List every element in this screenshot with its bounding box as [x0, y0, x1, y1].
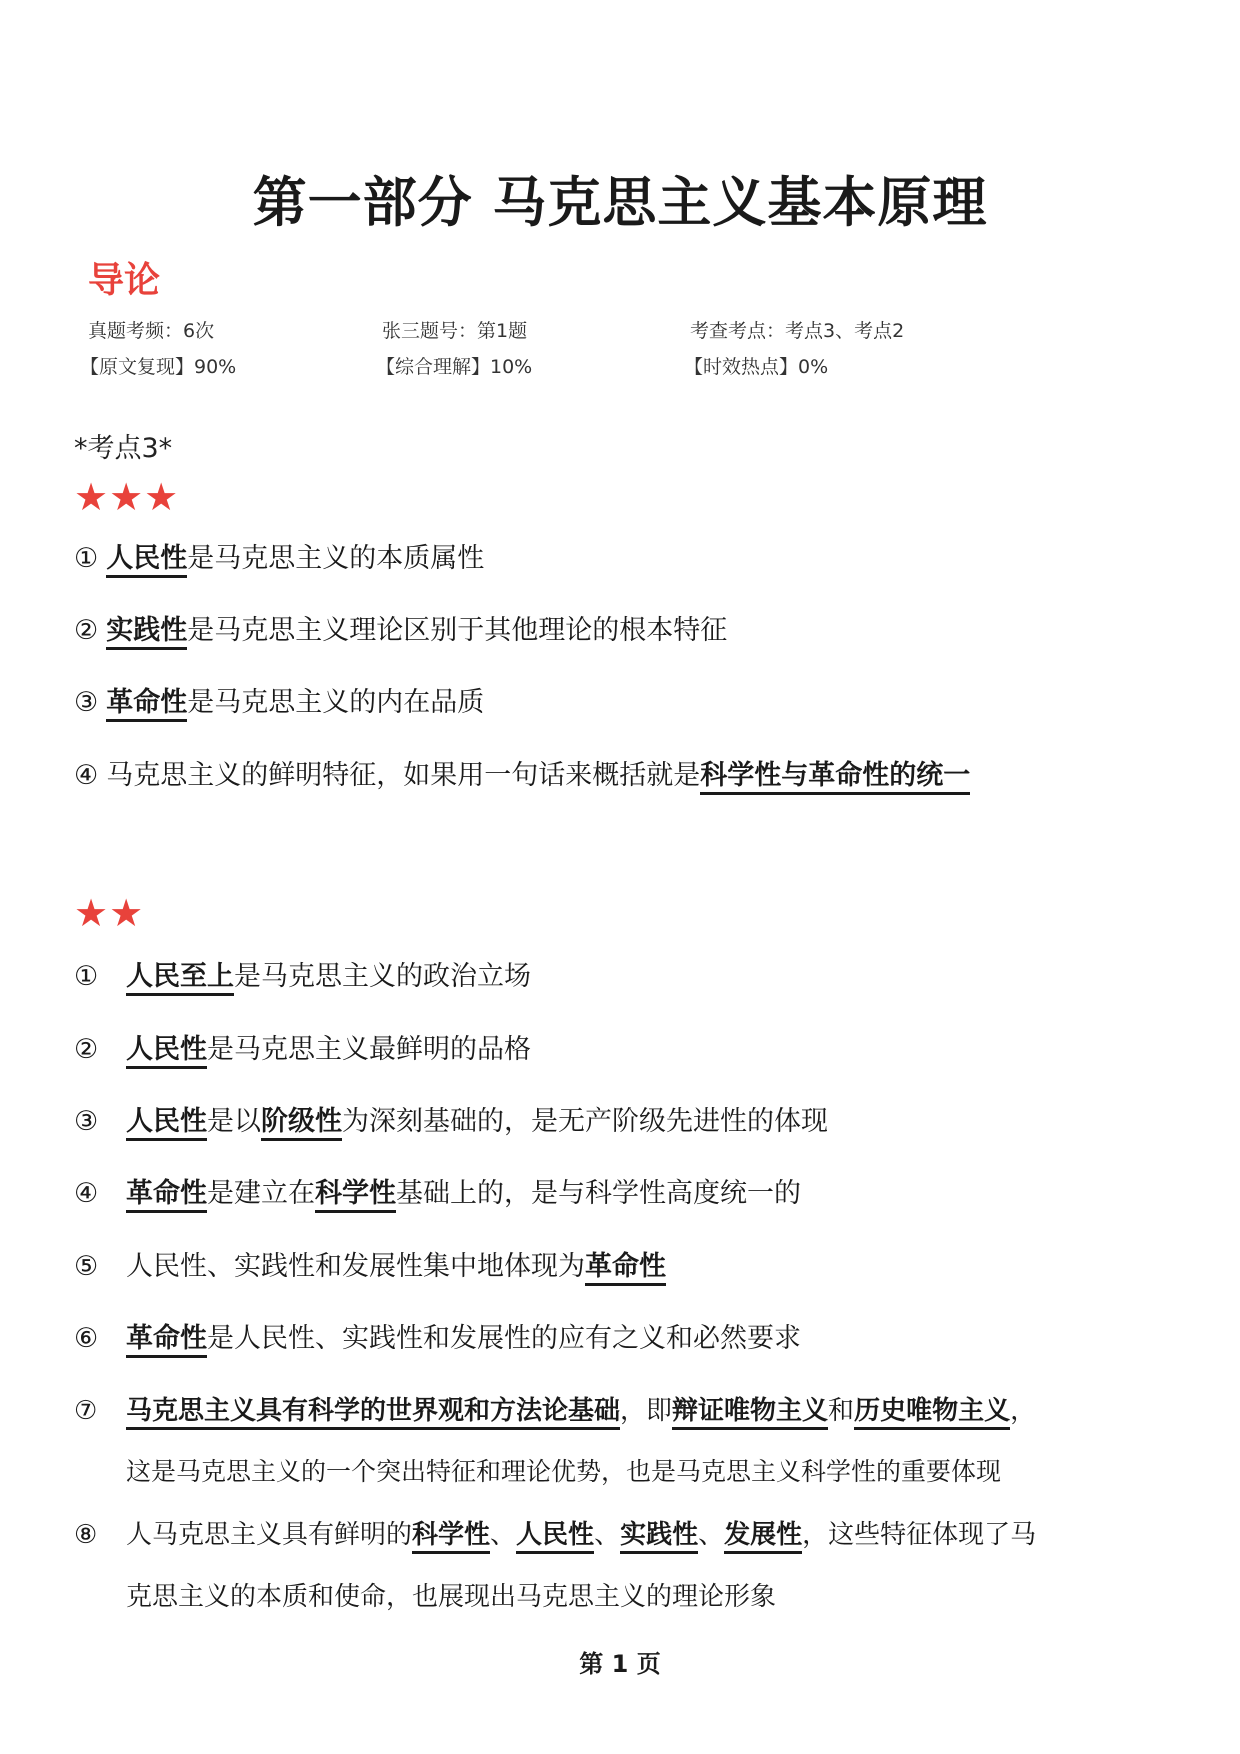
list-item: ① 人民至上是马克思主义的政治立场 [74, 961, 531, 993]
key-term: 科学性 [315, 1178, 396, 1213]
key-term: 科学性与革命性的统一 [700, 760, 970, 795]
stat-exam-points: 考查考点：考点3、考点2 [690, 320, 905, 342]
key-term: 人民性 [126, 1034, 207, 1069]
page-number: 第 1 页 [579, 1650, 661, 1678]
key-term: 人民性 [106, 543, 187, 578]
stat-original-text: 【原文复现】90% [80, 356, 237, 378]
list-item: ④ 革命性是建立在科学性基础上的，是与科学性高度统一的 [74, 1178, 801, 1210]
stats-row [80, 316, 1180, 352]
three-star-rating: ★★★ [74, 475, 180, 519]
list-item: ③ 人民性是以阶级性为深刻基础的，是无产阶级先进性的体现 [74, 1106, 828, 1138]
stat-hot-topic: 【时效热点】0% [684, 356, 829, 378]
list-item: ⑧ 人马克思主义具有鲜明的科学性、人民性、实践性、发展性，这些特征体现了马 [74, 1520, 1036, 1551]
list-item: ③ 革命性是马克思主义的内在品质 [74, 687, 484, 719]
stats-row [80, 352, 1180, 388]
key-term: 革命性 [585, 1251, 666, 1286]
key-term: 人民至上 [126, 961, 234, 996]
exam-stats [80, 316, 1180, 388]
key-term: 实践性 [106, 615, 187, 650]
key-term: 人民性 [126, 1106, 207, 1141]
stat-comprehension: 【综合理解】10% [376, 356, 533, 378]
key-term: 发展性 [724, 1520, 802, 1554]
stat-question-number: 张三题号：第1题 [382, 320, 528, 342]
key-term: 科学性 [412, 1520, 490, 1554]
section-title: 导论 [88, 260, 161, 301]
key-term: 历史唯物主义 [854, 1396, 1010, 1430]
list-item: ② 人民性是马克思主义最鲜明的品格 [74, 1034, 531, 1066]
list-item-continuation: 克思主义的本质和使命，也展现出马克思主义的理论形象 [126, 1582, 777, 1612]
stat-frequency: 真题考频：6次 [88, 320, 215, 342]
key-term: 实践性 [620, 1520, 698, 1554]
key-term: 马克思主义具有科学的世界观和方法论基础 [126, 1396, 620, 1430]
key-term: 阶级性 [261, 1106, 342, 1141]
key-term: 人民性 [516, 1520, 594, 1554]
exam-point-label: *考点3* [74, 433, 173, 464]
key-term: 革命性 [126, 1323, 207, 1358]
list-item: ⑤ 人民性、实践性和发展性集中地体现为革命性 [74, 1251, 666, 1283]
key-term: 辩证唯物主义 [672, 1396, 828, 1430]
page-title: 第一部分 马克思主义基本原理 [252, 171, 988, 234]
list-item: ④ 马克思主义的鲜明特征，如果用一句话来概括就是科学性与革命性的统一 [74, 760, 970, 792]
list-item: ⑥ 革命性是人民性、实践性和发展性的应有之义和必然要求 [74, 1323, 801, 1355]
list-item: ② 实践性是马克思主义理论区别于其他理论的根本特征 [74, 615, 727, 647]
key-term: 革命性 [126, 1178, 207, 1213]
key-term: 革命性 [106, 687, 187, 722]
list-item: ⑦ 马克思主义具有科学的世界观和方法论基础，即辩证唯物主义和历史唯物主义， [74, 1396, 1036, 1427]
two-star-rating: ★★ [74, 891, 145, 935]
list-item-continuation: 这是马克思主义的一个突出特征和理论优势，也是马克思主义科学性的重要体现 [126, 1457, 1002, 1486]
list-item: ① 人民性是马克思主义的本质属性 [74, 543, 484, 575]
